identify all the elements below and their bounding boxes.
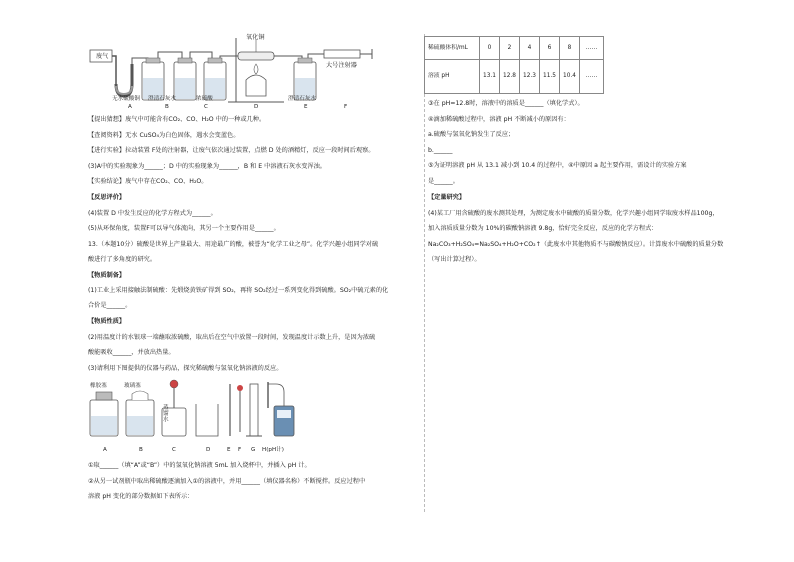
left-line-13: 合价是______。 xyxy=(88,302,132,309)
apparatus-gas-label: 废气 xyxy=(96,53,109,60)
apparatus-label-2: 澄清石灰水 xyxy=(148,96,176,102)
left-line-1: 【提出猜想】废气中可能含有CO₂、CO、H₂O 中的一种或几种。 xyxy=(88,116,266,123)
apparatus-top-label: 氧化铜 xyxy=(246,34,265,41)
left-line-15: (2)用温度计的水银球一端蘸取浓硫酸，取出后在空气中放置一段时间，发现温度计示数上升，是因为浓硫 xyxy=(88,334,376,341)
table-row-cell: 12.3 xyxy=(519,59,540,94)
right-line-7: 【定量研究】 xyxy=(428,194,466,201)
left-line-12: (1)工业上采用接触法制硫酸：先煅烧黄铁矿得到 SO₂，再将 SO₂经过一系列变化得到硫酸。SO₂中硫元素的化 xyxy=(88,287,389,294)
table-row-cell: 溶液 pH xyxy=(424,59,480,94)
left-bottom-line-3: 溶液 pH 变化的部分数据如下表所示： xyxy=(88,493,194,500)
measuring-cylinder-g xyxy=(250,384,258,436)
table-header-cell: 2 xyxy=(499,36,520,60)
equip-letter-f: F xyxy=(238,447,242,453)
table-header-cell: 0 xyxy=(479,36,500,60)
left-line-16: 酸能吸收______，并放出热量。 xyxy=(88,349,175,356)
right-line-9: 加入溶质质量分数为 10%的碳酸钠溶液 9.8g，恰好完全反应，反应的化学方程式： xyxy=(428,225,658,232)
right-line-4: b.______ xyxy=(428,147,453,154)
table-header-cell: 4 xyxy=(519,36,540,60)
apparatus-syringe-label: 大号注射器 xyxy=(326,62,357,69)
table-row-cell: 12.8 xyxy=(499,59,520,94)
table-row-cell: 10.4 xyxy=(559,59,580,94)
right-line-10: Na₂CO₃+H₂SO₄=Na₂SO₄+H₂O+CO₂↑（此废水中其他物质不与碳酸钠反应）。计算废水中硫酸的质量分数 xyxy=(428,241,724,248)
combustion-tube-d xyxy=(238,52,274,60)
right-line-2: ④滴加稀硫酸过程中，溶液 pH 不断减小的原因有： xyxy=(428,116,570,123)
column-divider xyxy=(424,34,425,512)
equip-top-label-2: 玻璃塞 xyxy=(124,383,141,389)
apparatus-letter-c: C xyxy=(204,104,208,110)
left-line-9: 13.（本题10分）硫酸是世界上产量最大、用途最广的酸，被誉为“化学工业之母”。化学兴趣小组同学对硫 xyxy=(88,241,379,248)
equip-letter-e: E xyxy=(227,447,231,453)
apparatus-letter-e: E xyxy=(304,104,308,110)
left-line-6: 【反思评价】 xyxy=(88,194,126,201)
left-bottom-line-1: ①取______（填“A”或“B”）中的氢氧化钠溶液 5mL 加入烧杯中，并插入 pH 计。 xyxy=(88,462,311,469)
equip-top-label-1: 橡胶塞 xyxy=(90,383,107,389)
apparatus-letter-f: F xyxy=(344,104,348,110)
right-line-1: ③在 pH=12.8时，溶液中的溶质是______（填化学式）。 xyxy=(428,100,584,107)
table-header-cell: 8 xyxy=(559,36,580,60)
left-line-3: 【进行实验】拉动装置 F处的注射器，让废气依次通过装置，点燃 D 处的酒精灯，反应一段时间后观察。 xyxy=(88,147,375,154)
syringe-f xyxy=(324,50,360,58)
equip-letter-b: B xyxy=(139,447,143,453)
apparatus-letter-d: D xyxy=(254,104,259,110)
equipment-diagram xyxy=(88,378,318,444)
left-line-4: (3)A中的实验现象为______；D 中的实验现象为______，B 和 E 中溶液石灰水变浑浊。 xyxy=(88,163,326,170)
table-header-cell: …… xyxy=(579,36,604,60)
equip-letter-c: C xyxy=(172,447,176,453)
equip-side-label: 蒸馏水 xyxy=(163,405,169,423)
apparatus-label-1: 无水硫酸铜 xyxy=(112,96,140,102)
left-line-7: (4)装置 D 中发生反应的化学方程式为______。 xyxy=(88,210,217,217)
left-line-11: 【物质制备】 xyxy=(88,272,126,279)
left-line-17: (3)请利用下图提供的仪器与药品，探究稀硫酸与氢氧化钠溶液的反应。 xyxy=(88,365,283,372)
right-line-11: （写出计算过程）。 xyxy=(428,256,481,263)
left-bottom-line-2: ②从另一试剂瓶中取出稀硫酸逐滴加入①的溶液中，并用______（填仪器名称）不断搅拌。反应过程中 xyxy=(88,478,366,485)
apparatus-label-3: 浓硫酸 xyxy=(196,96,213,102)
left-line-8: (5)从环保角度，装置F可以导气体流向，其另一个主要作用是______。 xyxy=(88,225,280,232)
equip-letter-g: G xyxy=(251,447,256,453)
right-line-5: ⑤为证明溶液 pH 从 13.1 减小到 10.4 的过程中，④中原因 a 起主要作用，需设计的实验方案 xyxy=(428,162,687,169)
apparatus-letter-b: B xyxy=(165,104,169,110)
ph-data-table xyxy=(424,36,604,94)
table-header-cell: 6 xyxy=(539,36,560,60)
left-line-10: 酸进行了多角度的研究。 xyxy=(88,256,157,263)
right-line-3: a.硫酸与氢氧化钠发生了反应； xyxy=(428,131,515,138)
table-row-cell: 13.1 xyxy=(479,59,500,94)
left-line-2: 【查阅资料】无水 CuSO₄为白色固体，遇水会变蓝色。 xyxy=(88,132,240,139)
table-header-cell: 稀硫酸体积/mL xyxy=(424,36,480,60)
equip-letter-d: D xyxy=(206,447,211,453)
equip-letter-a: A xyxy=(103,447,107,453)
left-line-14: 【物质性质】 xyxy=(88,318,126,325)
apparatus-letter-a: A xyxy=(128,104,132,110)
left-line-5: 【实验结论】废气中存在CO₂、CO、H₂O。 xyxy=(88,178,208,185)
table-row-cell: …… xyxy=(579,59,604,94)
table-row-cell: 11.5 xyxy=(539,59,560,94)
equip-letter-h: H(pH计) xyxy=(262,447,284,453)
right-line-6: 是______。 xyxy=(428,178,459,185)
beaker-d xyxy=(196,404,218,436)
right-line-8: (4)某工厂用含硫酸的废水测其处理，为测定废水中硫酸的质量分数，化学兴趣小组同学取废水样品100g， xyxy=(428,210,719,217)
apparatus-label-4: 澄清石灰水 xyxy=(288,96,316,102)
alcohol-lamp xyxy=(246,75,266,96)
